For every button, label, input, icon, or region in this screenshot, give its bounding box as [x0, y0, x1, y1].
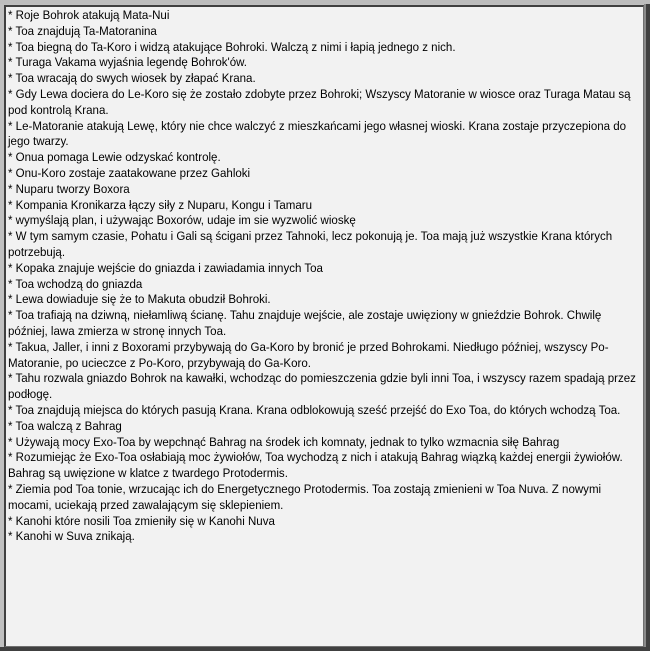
- text-line: * Toa walczą z Bahrag: [8, 418, 122, 433]
- text-line: * Nuparu tworzy Boxora: [8, 181, 130, 196]
- text-line: * Toa wracają do swych wiosek by złapać Krana.: [8, 71, 256, 86]
- text-line: * Le-Matoranie atakują Lewę, który nie chce walczyć z mieszkańcami jego własnej wioski. Krana zostaje przyczepiona do jego twarzy.: [8, 118, 627, 149]
- text-line: * Toa trafiają na dziwną, niełamliwą ścianę. Tahu znajduje wejście, ale zostaje uwięziony w gnieździe Bohrok. Chwilę później, lawa zmierza w stronę innych Toa.: [8, 308, 602, 338]
- text-line: * Kompania Kronikarza łączy siły z Nuparu, Kongu i Tamaru: [8, 197, 313, 212]
- text-line: * Onu-Koro zostaje zaatakowane przez Gahloki: [8, 165, 251, 180]
- text-line: * Kanohi w Suva znikają.: [8, 529, 135, 544]
- text-line: * Lewa dowiaduje się że to Makuta obudził Bohroki.: [8, 292, 271, 307]
- text-line: * Toa wchodzą do gniazda: [8, 276, 143, 291]
- text-line: * Takua, Jaller, i inni z Boxorami przybywają do Ga-Koro by bronić je przed Bohrokami. Niedługo później, wszyscy Po-Matoranie, po ucieczce z Po-Koro, przybywają do Ga-Koro.: [8, 339, 609, 370]
- bottom-frame-edge: [0, 647, 650, 651]
- text-line: * Toa znajdują miejsca do których pasują Krana. Krana odblokowują sześć przejść do Exo Toa, do których wchodzą Toa.: [8, 402, 621, 417]
- text-line: * Onua pomaga Lewie odzyskać kontrolę.: [8, 150, 221, 165]
- top-frame-edge: [0, 0, 650, 4]
- text-line: * Kopaka znajuje wejście do gniazda i zawiadamia innych Toa: [8, 260, 323, 275]
- text-line: * Toa znajdują Ta-Matoranina: [8, 23, 157, 38]
- right-frame-edge: [644, 4, 650, 651]
- text-line: * Toa biegną do Ta-Koro i widzą atakujące Bohroki. Walczą z nimi i łapią jednego z nich.: [8, 39, 456, 54]
- text-line: * Rozumiejąc że Exo-Toa osłabiają moc żywiołów, Toa wychodzą z nich i atakują Bahrag wiązką każdej energii żywiołów. Bahrag są uwięzione w klatce z twardego Protodermis.: [8, 450, 623, 481]
- text-line: * Kanohi które nosili Toa zmieniły się w Kanohi Nuva: [8, 513, 275, 528]
- text-line: * Roje Bohrok atakują Mata-Nui: [8, 8, 170, 22]
- text-line: * Używają mocy Exo-Toa by wepchnąć Bahrag na środek ich komnaty, jednak to tylko wzmacnia siłę Bahrag: [8, 434, 560, 449]
- text-line: * wymyślają plan, i używając Boxorów, udaje im sie wyzwolić wioskę: [8, 213, 356, 228]
- text-area[interactable]: [4, 5, 644, 647]
- text-line: * Gdy Lewa dociera do Le-Koro się że zostało zdobyte przez Bohroki; Wszyscy Matoranie w wiosce oraz Turaga Matau są pod kontrolą Krana.: [8, 86, 631, 117]
- text-line: * Tahu rozwala gniazdo Bohrok na kawałki, wchodząc do pomieszczenia gdzie byli inni Toa, i wszyscy razem spadają przez podłogę.: [8, 371, 636, 402]
- text-line: * W tym samym czasie, Pohatu i Gali są ścigani przez Tahnoki, lecz pokonują je. Toa mają już wszystkie Krana których potrzebują.: [8, 229, 613, 259]
- text-line: * Turaga Vakama wyjaśnia legendę Bohrok'ów.: [8, 55, 247, 70]
- text-line: * Ziemia pod Toa tonie, wrzucając ich do Energetycznego Protodermis. Toa zostają zmienieni w Toa Nuva. Z nowymi mocami, uciekają przed zawalającym się sklepieniem.: [8, 481, 602, 512]
